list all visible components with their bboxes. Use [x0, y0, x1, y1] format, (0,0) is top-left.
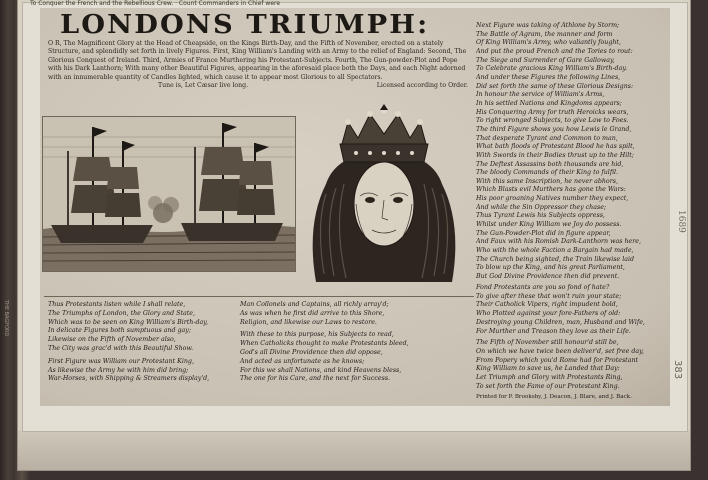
- verse-line: On which we have twice been deliver'd, set free day,: [476, 347, 644, 355]
- verse-line: Man Collonels and Captains, all richly array'd;: [240, 301, 389, 308]
- verse-line: The City was grac'd with this Beautiful Show.: [48, 344, 194, 352]
- middle-verse-block: [240, 301, 472, 384]
- page-title: LONDONS TRIUMPH:: [60, 10, 430, 40]
- left-verse-block: [48, 301, 236, 384]
- verse-line: As was when he first did arrive to this Shore,: [240, 309, 385, 317]
- verse-line: Religion, and likewise our Laws to restore.: [240, 318, 377, 326]
- verse-line: His poor groaning Natives number they expect,: [476, 195, 629, 203]
- ships-illustration: [43, 117, 295, 271]
- tune-line: Tune is, Let Cæsar live long.: [158, 82, 249, 89]
- verse-line: First Figure was William our Protestant King,: [48, 357, 194, 365]
- verse-line: From Popery which you'd Rome had for Protestant: [476, 356, 639, 364]
- binding-spine-label: THE BAGFORD: [3, 300, 9, 337]
- verse-line: But God Divine Providence then did prevent.: [476, 273, 620, 281]
- verse-line: Thus Tyrant Lewis his Subjects oppress,: [476, 212, 605, 220]
- king-portrait-woodcut: [296, 104, 472, 284]
- verse-line: War-Horses, with Shipping & Streamers display'd,: [48, 375, 210, 383]
- verse-line: Who Plotted against your fore-Fathers of old:: [476, 310, 621, 318]
- verse-line: And put the proud French and the Tories to rout:: [476, 47, 633, 55]
- verse-line: In honour the service of William's Arms,: [476, 91, 605, 99]
- right-column-verse: [476, 22, 672, 282]
- verse-line: Next Figure was taking of Athlone by Storm;: [476, 22, 620, 29]
- section-rule: [44, 296, 474, 297]
- verse-line: Whilst under King William we Joy do possess.: [476, 221, 622, 229]
- verse-line: And while the Sin Oppressor they chase;: [476, 203, 607, 211]
- handwritten-margin-note: 1689: [676, 210, 686, 233]
- verse-line: Who with the whole Faction a Bargain had made,: [476, 247, 634, 255]
- verse-line: To set forth the Fame of our Protestant King.: [476, 382, 620, 390]
- verse-line: The Triumphs of London, the Glory and State,: [48, 309, 196, 317]
- verse-line: The Fifth of November still honour'd still be,: [476, 339, 619, 347]
- crowned-head-illustration: [296, 104, 472, 284]
- page-edge: [18, 430, 690, 470]
- verse-line: To Celebrate gracious King William's Birth-day.: [476, 65, 628, 73]
- verse-line: His Conquering Army for truth Heroicks wears,: [476, 108, 629, 116]
- verse-line: Destroying young Children, man, Husband and Wife,: [476, 318, 645, 326]
- verse-line: With this same Inscription, he never abhors,: [476, 177, 618, 185]
- verse-line: The third Figure shows you how Lewis le Grand,: [476, 125, 632, 133]
- verse-line: Let Triumph and Glory with Protestants Ring,: [476, 374, 623, 382]
- intro-paragraph: O R, The Magnificent Glory at the Head of Cheapside, on the Kings Birth-Day, and the Fifth of November, erected on a stately Structure, and splendidly set forth in lively Figures. First, King William's Landing with an Army to the relief of England: Second, The Glorious Conquest of Ireland. Third, Armies of France Murthering his Protestant-Subjects. Fourth, The Gun-powder-Plot and Pope with his Dark Lanthorn; With many other Beautiful Figures, appearing in the aforesaid place both the Days, and each Night adorned with an innumerable quantity of Candles lighted, which cause it to appear most Glorious to all Spectators.: [48, 40, 467, 81]
- verse-line: Which Blasts evil Murthers has gone the Wars:: [476, 186, 626, 194]
- verse-line: In his settled Nations and Kingdoms appears;: [476, 99, 622, 107]
- verse-line: As likewise the Army he with him did bring;: [48, 366, 189, 374]
- verse-line: The one for his Care, and the next for Success.: [240, 375, 391, 383]
- verse-line: King William to save us, he Landed that Day:: [476, 365, 620, 373]
- verse-line: In delicate Figures both sumptuous and gay;: [48, 327, 191, 335]
- verse-line: The Church being sighted, the Train likewise laid: [476, 255, 635, 263]
- imprint-line: Printed for P. Brooksby, J. Deacon, J. Blare, and J. Back.: [476, 394, 632, 400]
- licensed-line: Licensed according to Order.: [376, 82, 468, 89]
- verse-line: Of King William's Army, who valiantly fought,: [476, 39, 621, 47]
- verse-line: Did set forth the same of these Glorious Designs:: [476, 82, 634, 90]
- verse-line: For this we shall Nations, and kind Heavens bless,: [240, 366, 402, 374]
- verse-line: God's all Divine Providence then did oppose,: [240, 348, 383, 356]
- verse-line: Thus Protestants listen while I shall relate,: [48, 301, 186, 308]
- verse-line: The Deftest Assassins both thousands are hid,: [476, 160, 624, 168]
- verse-line: When Catholicks thought to make Protestants bleed,: [240, 340, 409, 348]
- verse-line: To right wronged Subjects, to give Law to Foes.: [476, 117, 629, 125]
- verse-line: For Murther and Treason they love as their Life.: [476, 327, 631, 335]
- verse-line: And Faux with his Romish Dark-Lanthorn was here,: [476, 238, 642, 246]
- verse-line: Their Catholick Vipers, right impudent bold,: [476, 301, 618, 309]
- verse-line: The Siege and Surrender of Gare Galloway,: [476, 56, 615, 64]
- verse-line: Fond Protestants are you so fond of hate?: [476, 284, 610, 291]
- verse-line: What bath floods of Protestant Blood he has spilt,: [476, 143, 635, 151]
- verse-line: Likewise on the Fifth of November also,: [48, 336, 176, 344]
- verse-line: The Gun-Powder-Plot did in figure appear,: [476, 229, 611, 237]
- verse-line: Which was to be seen on King William's Birth-day,: [48, 318, 208, 326]
- verse-line: With Swords in their Bodies thrust up to the Hilt;: [476, 151, 634, 159]
- intro-footer: [48, 82, 468, 89]
- verse-line: And acted as unfortunate as he knows;: [240, 357, 365, 365]
- verse-line: To give after these that won't ruin your state;: [476, 292, 622, 300]
- header-strip: To Conquer the French and the Rebellious Crew. · Count Commanders in Chief were: [30, 0, 281, 7]
- handwritten-folio-number: 383: [672, 360, 683, 380]
- verse-line: With these to this purpose, his Subjects to read,: [240, 331, 394, 339]
- ships-woodcut: [42, 116, 296, 272]
- verse-line: And under these Figures the following Lines,: [476, 73, 621, 81]
- verse-line: That desperate Tyrant and Common to man,: [476, 134, 618, 142]
- verse-line: The bloody Commands of their King to fulfil.: [476, 169, 619, 177]
- verse-line: The Battle of Agram, the manner and form: [476, 30, 613, 38]
- right-bottom-verse: [476, 284, 672, 391]
- verse-line: To blow up the King, and his great Parliament,: [476, 264, 625, 272]
